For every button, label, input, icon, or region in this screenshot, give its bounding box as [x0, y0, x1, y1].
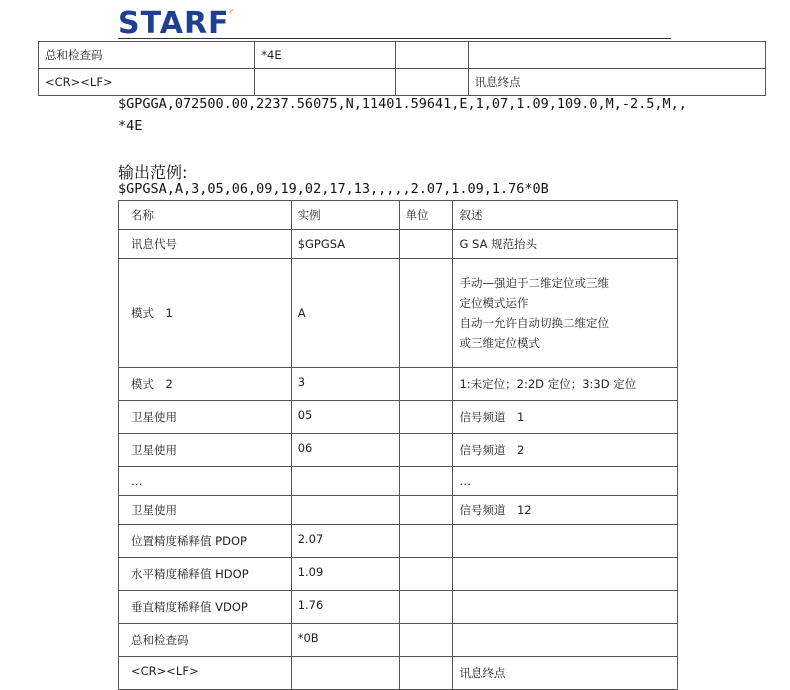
cell-example: 2.07	[291, 525, 399, 558]
table-row	[119, 467, 678, 496]
cell-name: <CR><LF>	[39, 69, 255, 96]
gga-sentence-line2: *4E	[118, 118, 143, 134]
cell-desc: 信号频道 12	[453, 496, 678, 525]
cell-unit	[396, 69, 468, 96]
cell-example: *0B	[291, 624, 399, 657]
cell-unit	[399, 657, 453, 690]
cell-unit	[399, 525, 453, 558]
cell-name: <CR><LF>	[119, 657, 292, 690]
cell-unit	[399, 591, 453, 624]
cell-unit	[399, 434, 453, 467]
cell-name: 卫星使用	[119, 401, 292, 434]
table-header-row	[119, 201, 678, 230]
cell-example	[291, 657, 399, 690]
gsa-sentence: $GPGSA,A,3,05,06,09,19,02,17,13,,,,,2.07,1.09,1.76*0B	[118, 181, 549, 197]
cell-example	[255, 69, 396, 96]
cell-name: 卫星使用	[119, 496, 292, 525]
table-row	[119, 368, 678, 401]
cell-example: $GPGSA	[291, 230, 399, 259]
table-row	[119, 624, 678, 657]
cell-desc	[453, 624, 678, 657]
brand-logo	[118, 6, 234, 41]
cell-unit	[399, 496, 453, 525]
cell-unit	[399, 624, 453, 657]
cell-name: 讯息代号	[119, 230, 292, 259]
cell-name: 总和检查码	[119, 624, 292, 657]
desc-line: 自动一允许自动切换二维定位	[459, 316, 609, 330]
cell-name: 模式 1	[119, 259, 292, 368]
table-row	[119, 259, 678, 368]
cell-desc: 信号频道 1	[453, 401, 678, 434]
cell-example: 1.09	[291, 558, 399, 591]
desc-line: 或三维定位模式	[459, 336, 540, 350]
cell-example	[291, 496, 399, 525]
desc-line: 定位模式运作	[459, 296, 529, 310]
cell-example: *4E	[255, 42, 396, 69]
cell-unit	[399, 368, 453, 401]
cell-example: 3	[291, 368, 399, 401]
cell-example: 05	[291, 401, 399, 434]
cell-name: …	[119, 467, 292, 496]
logo-signal-icon: ◜	[229, 8, 235, 19]
cell-example: 1.76	[291, 591, 399, 624]
header-desc: 叙述	[453, 201, 678, 230]
cell-name: 位置精度稀释值 PDOP	[119, 525, 292, 558]
cell-desc-multiline	[453, 259, 678, 368]
cell-name: 模式 2	[119, 368, 292, 401]
logo-text: STARF	[118, 6, 230, 41]
gsa-field-table	[118, 200, 678, 690]
header-divider	[118, 38, 671, 39]
cell-name: 卫星使用	[119, 434, 292, 467]
cell-example: 06	[291, 434, 399, 467]
cell-desc: 信号频道 2	[453, 434, 678, 467]
cell-desc: 讯息终点	[453, 657, 678, 690]
table-row	[119, 496, 678, 525]
cell-name: 总和检查码	[39, 42, 255, 69]
header-unit: 单位	[399, 201, 453, 230]
cell-desc: …	[453, 467, 678, 496]
desc-line: 手动—强迫于二维定位或三维	[459, 276, 609, 290]
cell-desc	[453, 558, 678, 591]
header-example: 实例	[291, 201, 399, 230]
cell-unit	[399, 259, 453, 368]
cell-desc	[453, 525, 678, 558]
table-row	[119, 558, 678, 591]
table-row	[119, 657, 678, 690]
cell-name: 垂直精度稀释值 VDOP	[119, 591, 292, 624]
table-row	[39, 69, 766, 96]
cell-name: 水平精度稀释值 HDOP	[119, 558, 292, 591]
cell-desc	[468, 42, 765, 69]
table-row	[39, 42, 766, 69]
table-row	[119, 401, 678, 434]
cell-desc: 讯息终点	[468, 69, 765, 96]
checksum-table-top	[38, 41, 766, 96]
example-heading: 输出范例:	[118, 163, 188, 182]
cell-unit	[399, 467, 453, 496]
gga-sentence-line1: $GPGGA,072500.00,2237.56075,N,11401.59641,E,1,07,1.09,109.0,M,-2.5,M,,	[118, 96, 687, 112]
cell-example: A	[291, 259, 399, 368]
cell-unit	[399, 558, 453, 591]
cell-desc: 1:未定位；2:2D 定位；3:3D 定位	[453, 368, 678, 401]
cell-desc: G SA 规范抬头	[453, 230, 678, 259]
table-row	[119, 525, 678, 558]
cell-unit	[396, 42, 468, 69]
table-row	[119, 434, 678, 467]
cell-desc	[453, 591, 678, 624]
cell-unit	[399, 401, 453, 434]
table-row	[119, 591, 678, 624]
header-name: 名称	[119, 201, 292, 230]
cell-unit	[399, 230, 453, 259]
table-row	[119, 230, 678, 259]
cell-example	[291, 467, 399, 496]
